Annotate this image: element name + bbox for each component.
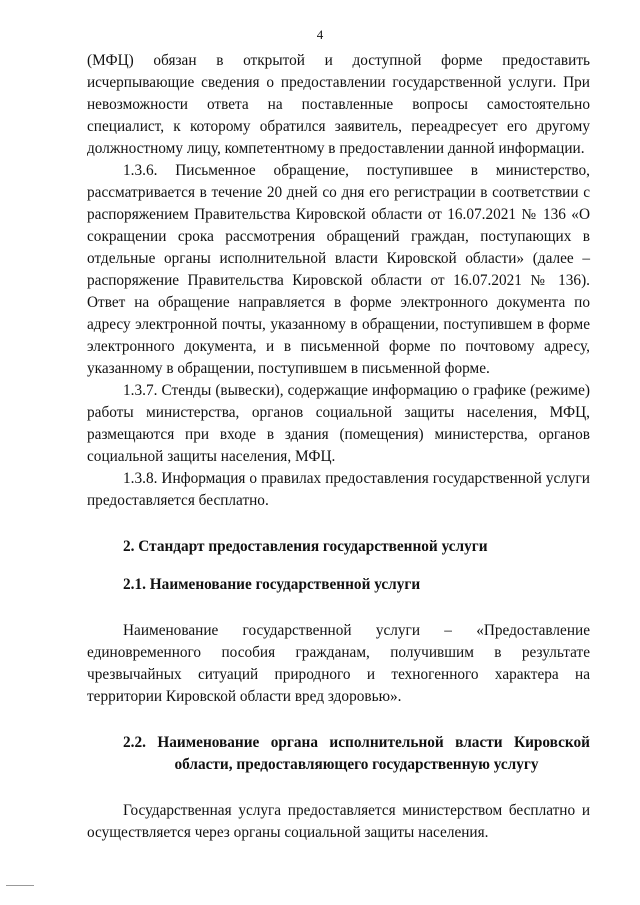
- footer-divider: [6, 885, 34, 886]
- spacer: [87, 776, 590, 800]
- paragraph-1-3-8: 1.3.8. Информация о правилах предоставления государственной услуги предоставляется бесплатно.: [87, 470, 590, 509]
- document-body: [87, 50, 590, 844]
- paragraph-1-3-7: 1.3.7. Стенды (вывески), содержащие информацию о графике (режиме) работы министерства, органов социальной защиты населения, МФЦ, размещаются при входе в здания (помещения) министерства, органов социальной защиты населения, МФЦ.: [87, 382, 590, 465]
- section-heading-2-2: [87, 732, 590, 776]
- paragraph-1-3-6: 1.3.6. Письменное обращение, поступившее в министерство, рассматривается в течение 20 дней со дня его регистрации в соответствии с распоряжением Правительства Кировской области от 16.07.2021 № 136 «О сокращении срока рассмотрения обращений граждан, поступающих в отдельные органы исполнительной власти Кировской области» (далее – распоряжение Правительства Кировской области от 16.07.2021 № 136). Ответ на обращение направляется в форме электронного документа по адресу электронной почты, указанному в обращении, поступившем в форме электронного документа, и в письменной форме по почтовому адресу, указанному в обращении, поступившем в письменной форме.: [87, 162, 590, 377]
- page-number: 4: [316, 27, 324, 42]
- section-heading-2-2-line2: области, предоставляющего государственную услугу: [174, 756, 539, 773]
- section-heading-2-1: 2.1. Наименование государственной услуги: [123, 576, 421, 593]
- paragraph-mfc-info: (МФЦ) обязан в открытой и доступной форме предоставить исчерпывающие сведения о предоставлении государственной услуги. При невозможности ответа на поставленные вопросы самостоятельно специалист, к которому обратился заявитель, переадресует его другому должностному лицу, компетентному в предоставлении данной информации.: [87, 52, 590, 157]
- section-heading-2-2-line1: 2.2. Наименование органа исполнительной власти Кировской: [123, 734, 590, 751]
- spacer: [87, 596, 590, 620]
- section-heading-2: 2. Стандарт предоставления государственной услуги: [123, 538, 488, 555]
- spacer: [87, 512, 590, 536]
- paragraph-2-2: Государственная услуга предоставляется министерством бесплатно и осуществляется через органы социальной защиты населения.: [87, 802, 590, 841]
- spacer: [87, 708, 590, 732]
- spacer: [87, 558, 590, 574]
- paragraph-2-1: Наименование государственной услуги – «Предоставление единовременного пособия гражданам, получившим в результате чрезвычайных ситуаций природного и техногенного характера на территории Кировской области вред здоровью».: [87, 622, 590, 705]
